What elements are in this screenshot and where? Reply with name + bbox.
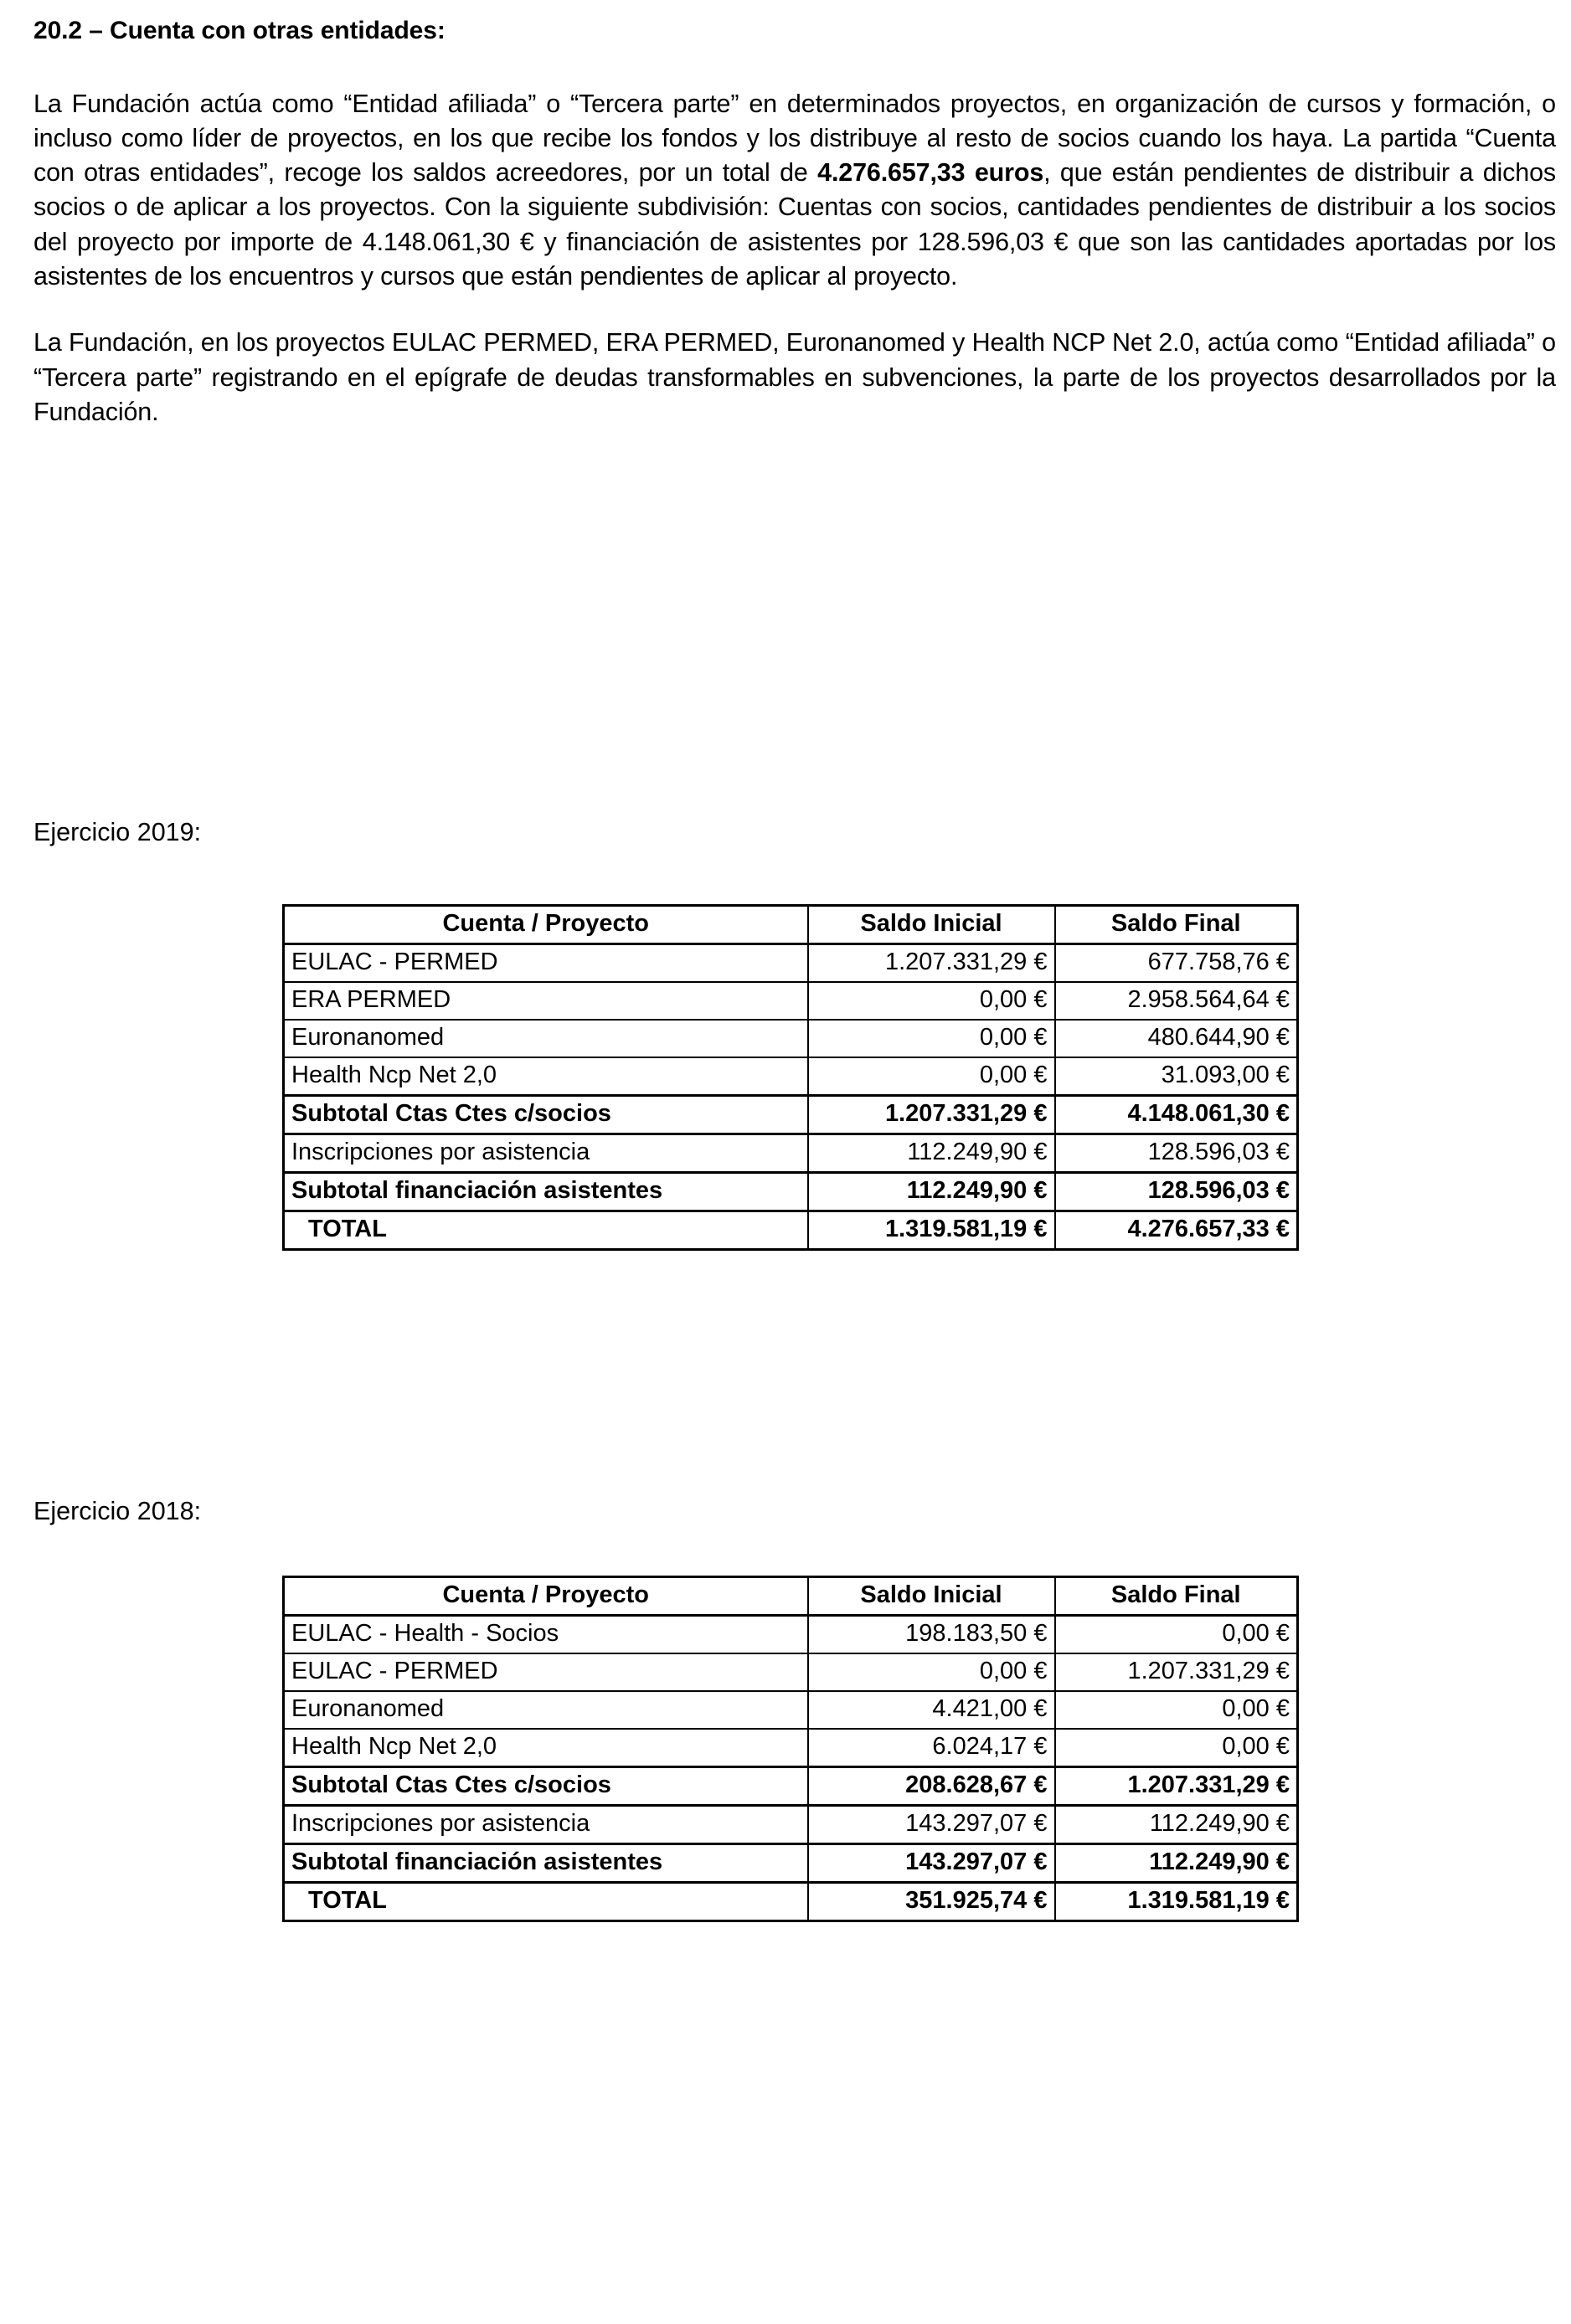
cell-saldo-final: 0,00 € bbox=[1055, 1691, 1298, 1729]
table-row bbox=[284, 1020, 1298, 1057]
cell-account-name: Subtotal financiación asistentes bbox=[284, 1173, 808, 1211]
cell-saldo-inicial: 112.249,90 € bbox=[808, 1173, 1055, 1211]
cell-account-name: EULAC - PERMED bbox=[284, 944, 808, 983]
cell-saldo-inicial: 6.024,17 € bbox=[808, 1729, 1055, 1767]
cell-account-name: Euronanomed bbox=[284, 1020, 808, 1057]
cell-saldo-inicial: 351.925,74 € bbox=[808, 1883, 1055, 1921]
cell-account-name: Health Ncp Net 2,0 bbox=[284, 1729, 808, 1767]
column-header-saldo-final: Saldo Final bbox=[1055, 906, 1298, 944]
table-header-row bbox=[284, 906, 1298, 944]
text-run: La Fundación, en los proyectos EULAC PERMED, ERA PERMED, Euronanomed y Health NCP Net 2.0, actúa como “Entidad afiliada” o “Tercera parte” registrando en el epígrafe de deudas transformables en subvenciones, la parte de los proyectos desarrollados por la Fundación. bbox=[33, 328, 1556, 426]
cell-saldo-final: 112.249,90 € bbox=[1055, 1844, 1298, 1883]
table-row bbox=[284, 1806, 1298, 1844]
column-header-saldo-inicial: Saldo Inicial bbox=[808, 1577, 1055, 1616]
table-body-2018 bbox=[284, 1616, 1298, 1921]
table-row bbox=[284, 1691, 1298, 1729]
cell-saldo-final: 1.207.331,29 € bbox=[1055, 1767, 1298, 1806]
cell-saldo-final: 0,00 € bbox=[1055, 1729, 1298, 1767]
section-heading: 20.2 – Cuenta con otras entidades: bbox=[33, 17, 446, 44]
text-run: , que están pendientes de distribuir a dichos socios o de aplicar a los proyectos. Con la siguiente subdivisión: Cuentas con socios, cantidades pendientes de distribuir a los socios del proyecto por importe de 4.148.061,30 € y financiación de asistentes por 128.596,03 € que son las cantidades aportadas por los asistentes de los encuentros y cursos que están pendientes de aplicar al proyecto. bbox=[33, 158, 1556, 291]
cell-saldo-inicial: 143.297,07 € bbox=[808, 1806, 1055, 1844]
cell-saldo-final: 128.596,03 € bbox=[1055, 1134, 1298, 1173]
table-row bbox=[284, 1057, 1298, 1096]
table-exercise-2018 bbox=[282, 1576, 1299, 1922]
paragraph-2 bbox=[33, 326, 1556, 429]
cell-account-name: Subtotal Ctas Ctes c/socios bbox=[284, 1096, 808, 1134]
column-header-cuenta-proyecto: Cuenta / Proyecto bbox=[284, 1577, 808, 1616]
cell-saldo-final: 0,00 € bbox=[1055, 1616, 1298, 1654]
column-header-saldo-final: Saldo Final bbox=[1055, 1577, 1298, 1616]
table-header-row bbox=[284, 1577, 1298, 1616]
table-row bbox=[284, 1883, 1298, 1921]
cell-saldo-inicial: 4.421,00 € bbox=[808, 1691, 1055, 1729]
cell-saldo-inicial: 198.183,50 € bbox=[808, 1616, 1055, 1654]
cell-saldo-final: 112.249,90 € bbox=[1055, 1806, 1298, 1844]
cell-saldo-inicial: 1.207.331,29 € bbox=[808, 944, 1055, 983]
cell-saldo-inicial: 143.297,07 € bbox=[808, 1844, 1055, 1883]
cell-account-name: EULAC - PERMED bbox=[284, 1653, 808, 1691]
cell-account-name: EULAC - Health - Socios bbox=[284, 1616, 808, 1654]
cell-saldo-final: 4.148.061,30 € bbox=[1055, 1096, 1298, 1134]
table-row bbox=[284, 1173, 1298, 1211]
cell-saldo-inicial: 208.628,67 € bbox=[808, 1767, 1055, 1806]
table-row bbox=[284, 1844, 1298, 1883]
cell-account-name: Inscripciones por asistencia bbox=[284, 1806, 808, 1844]
table-header-2018 bbox=[284, 1577, 1298, 1616]
table-header-2019 bbox=[284, 906, 1298, 944]
cell-saldo-inicial: 0,00 € bbox=[808, 1653, 1055, 1691]
table-row bbox=[284, 1653, 1298, 1691]
table-exercise-2019 bbox=[282, 904, 1299, 1251]
cell-account-name: Euronanomed bbox=[284, 1691, 808, 1729]
table-row bbox=[284, 1729, 1298, 1767]
cell-saldo-inicial: 0,00 € bbox=[808, 1057, 1055, 1096]
cell-saldo-inicial: 0,00 € bbox=[808, 1020, 1055, 1057]
cell-saldo-final: 677.758,76 € bbox=[1055, 944, 1298, 983]
exercise-label-2019: Ejercicio 2019: bbox=[33, 818, 202, 846]
emphasis-amount: 4.276.657,33 euros bbox=[817, 158, 1044, 188]
table-row bbox=[284, 944, 1298, 983]
cell-saldo-inicial: 1.319.581,19 € bbox=[808, 1211, 1055, 1250]
cell-account-name: ERA PERMED bbox=[284, 982, 808, 1020]
cell-saldo-inicial: 112.249,90 € bbox=[808, 1134, 1055, 1173]
cell-saldo-final: 1.319.581,19 € bbox=[1055, 1883, 1298, 1921]
column-header-cuenta-proyecto: Cuenta / Proyecto bbox=[284, 906, 808, 944]
table-row bbox=[284, 1096, 1298, 1134]
exercise-label-2018: Ejercicio 2018: bbox=[33, 1497, 202, 1525]
table-row bbox=[284, 982, 1298, 1020]
paragraph-1 bbox=[33, 87, 1556, 295]
cell-account-name: Health Ncp Net 2,0 bbox=[284, 1057, 808, 1096]
column-header-saldo-inicial: Saldo Inicial bbox=[808, 906, 1055, 944]
cell-account-name: Subtotal financiación asistentes bbox=[284, 1844, 808, 1883]
document-body bbox=[33, 15, 1556, 429]
cell-saldo-inicial: 1.207.331,29 € bbox=[808, 1096, 1055, 1134]
cell-saldo-inicial: 0,00 € bbox=[808, 982, 1055, 1020]
cell-saldo-final: 128.596,03 € bbox=[1055, 1173, 1298, 1211]
cell-saldo-final: 2.958.564,64 € bbox=[1055, 982, 1298, 1020]
cell-account-name: Subtotal Ctas Ctes c/socios bbox=[284, 1767, 808, 1806]
cell-account-name: Inscripciones por asistencia bbox=[284, 1134, 808, 1173]
cell-saldo-final: 480.644,90 € bbox=[1055, 1020, 1298, 1057]
table-row bbox=[284, 1134, 1298, 1173]
cell-saldo-final: 31.093,00 € bbox=[1055, 1057, 1298, 1096]
cell-account-name: TOTAL bbox=[284, 1883, 808, 1921]
table-body-2019 bbox=[284, 944, 1298, 1250]
cell-saldo-final: 1.207.331,29 € bbox=[1055, 1653, 1298, 1691]
text-run: La Fundación actúa como “Entidad afiliada” o “Tercera parte” en determinados proyectos, en organización de cursos y formación, o incluso como líder de proyectos, en los que recibe los fondos y los distribuye al resto de socios cuando los haya. La partida “Cuenta con otras entidades”, recoge los saldos acreedores, por un total de bbox=[33, 89, 1556, 188]
table-row bbox=[284, 1616, 1298, 1654]
table-row bbox=[284, 1767, 1298, 1806]
cell-account-name: TOTAL bbox=[284, 1211, 808, 1250]
cell-saldo-final: 4.276.657,33 € bbox=[1055, 1211, 1298, 1250]
table-row bbox=[284, 1211, 1298, 1250]
